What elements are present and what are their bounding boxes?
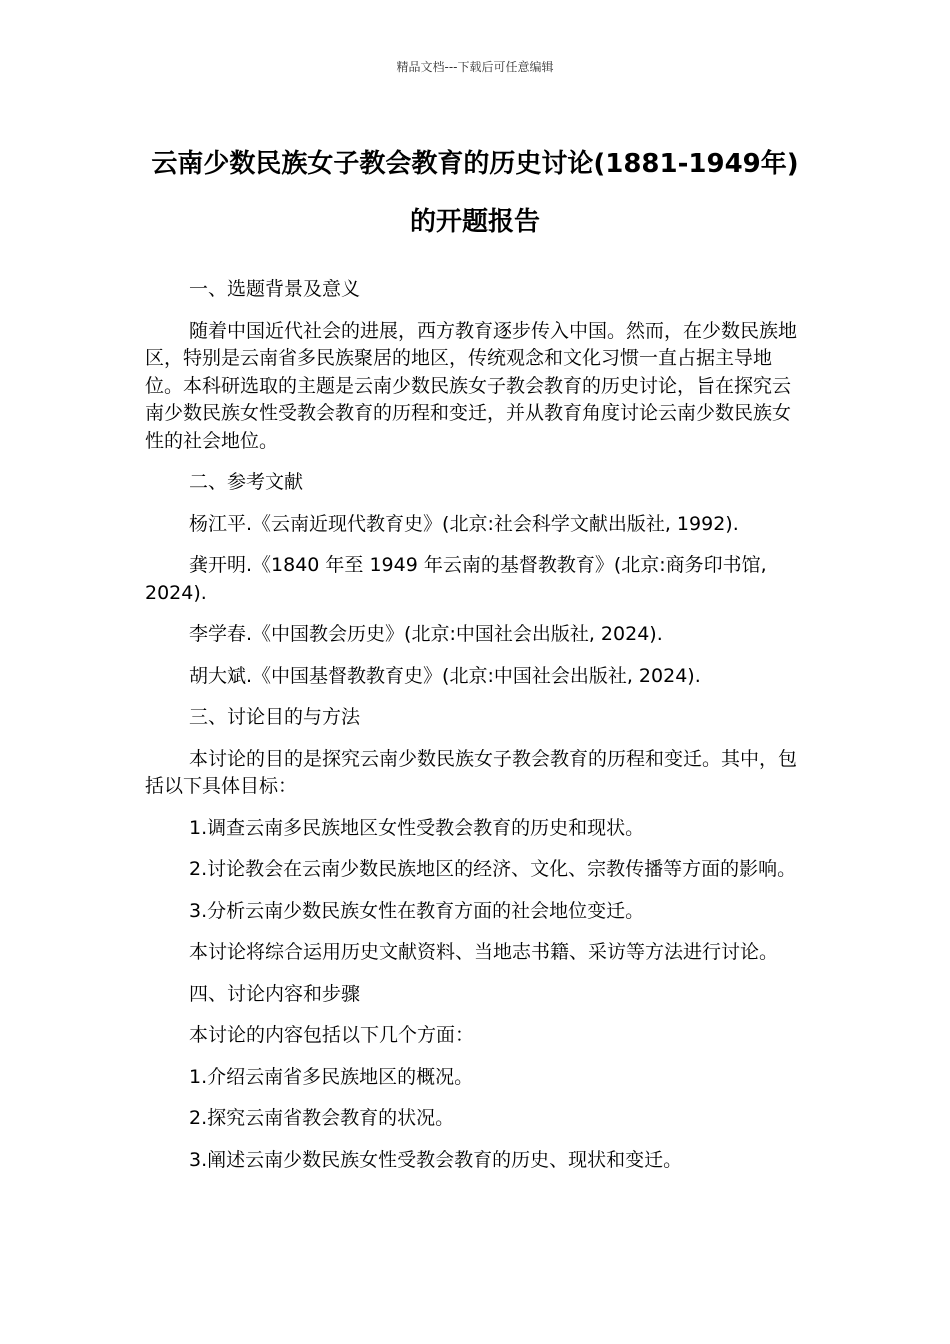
document-body: [145, 276, 805, 1188]
paragraph-content-intro: 本讨论的内容包括以下几个方面：: [189, 1024, 475, 1046]
page-header: 精品文档---下载后可任意编辑: [396, 60, 554, 74]
section-heading-purpose: 三、讨论目的与方法: [189, 706, 361, 728]
section-heading-content: 四、讨论内容和步骤: [189, 982, 361, 1005]
reference-item: 胡大斌.《中国基督教教育史》(北京:中国社会出版社, 2024).: [189, 664, 701, 687]
document-title: 云南少数民族女子教会教育的历史讨论(1881-1949年)的开题报告: [151, 149, 799, 237]
paragraph-background: 随着中国近代社会的进展，西方教育逐步传入中国。然而，在少数民族地区，特别是云南省多民族聚居的地区，传统观念和文化习惯一直占据主导地位。本科研选取的主题是云南少数民族女子教会教育的历史讨论，旨在探究云南少数民族女性受教会教育的历程和变迁，并从教育角度讨论云南少数民族女性的社会地位。: [145, 319, 798, 452]
reference-item: 李学春.《中国教会历史》(北京:中国社会出版社, 2024).: [189, 623, 663, 645]
list-item: 3.阐述云南少数民族女性受教会教育的历史、现状和变迁。: [189, 1148, 683, 1171]
reference-item: 龚开明.《1840 年至 1949 年云南的基督教教育》(北京:商务印书馆, 2024).: [145, 554, 767, 604]
list-item: 1.介绍云南省多民族地区的概况。: [189, 1065, 474, 1088]
section-heading-references: 二、参考文献: [189, 471, 304, 493]
paragraph-method: 本讨论将综合运用历史文献资料、当地志书籍、采访等方法进行讨论。: [189, 941, 779, 963]
list-item: 3.分析云南少数民族女性在教育方面的社会地位变迁。: [189, 899, 645, 922]
section-heading-background: 一、选题背景及意义: [189, 278, 361, 300]
list-item: 2.探究云南省教会教育的状况。: [189, 1107, 455, 1129]
list-item: 1.调查云南多民族地区女性受教会教育的历史和现状。: [189, 816, 645, 839]
list-item: 2.讨论教会在云南少数民族地区的经济、文化、宗教传播等方面的影响。: [189, 858, 797, 880]
reference-item: 杨江平.《云南近现代教育史》(北京:社会科学文献出版社, 1992).: [189, 512, 739, 535]
paragraph-purpose: 本讨论的目的是探究云南少数民族女子教会教育的历程和变迁。其中，包括以下具体目标：: [145, 747, 798, 797]
